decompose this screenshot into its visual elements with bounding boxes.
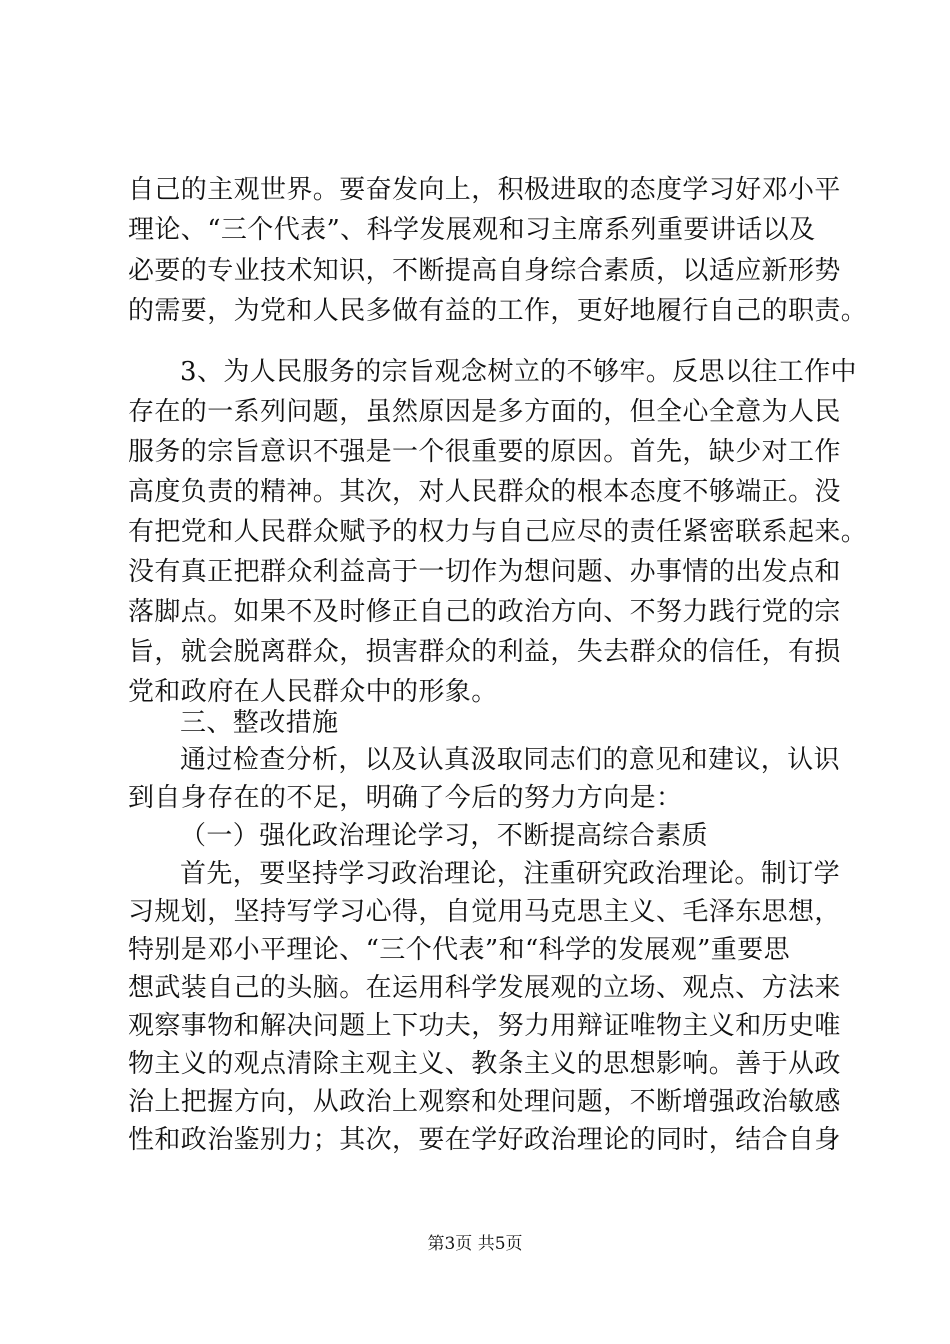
page-footer: 第3页 共5页 (427, 1234, 523, 1254)
body-line-8: 高度负责的精神。其次，对人民群众的根本态度不够端正。没 (128, 477, 841, 507)
subheading-1: （一）强化政治理论学习，不断提高综合素质 (180, 821, 709, 851)
body-line-12: 旨，就会脱离群众，损害群众的利益，失去群众的信任，有损 (128, 637, 841, 667)
body-line-24: 治上把握方向，从政治上观察和处理问题，不断增强政治敏感 (128, 1087, 841, 1117)
body-line-15: 通过检查分析，以及认真汲取同志们的意见和建议，认识 (180, 745, 841, 775)
body-line-6: 存在的一系列问题，虽然原因是多方面的，但全心全意为人民 (128, 397, 841, 427)
section-heading-3: 三、整改措施 (180, 708, 339, 738)
body-line-1: 自己的主观世界。要奋发向上，积极进取的态度学习好邓小平 (128, 175, 841, 205)
body-line-22: 观察事物和解决问题上下功夫，努力用辩证唯物主义和历史唯 (128, 1011, 841, 1041)
body-line-20: 特别是邓小平理论、“三个代表”和“科学的发展观”重要思 (128, 935, 790, 965)
body-line-10: 没有真正把群众利益高于一切作为想问题、办事情的出发点和 (128, 557, 841, 587)
body-line-3: 必要的专业技术知识，不断提高自身综合素质，以适应新形势 (128, 256, 841, 286)
body-line-25: 性和政治鉴别力；其次，要在学好政治理论的同时，结合自身 (128, 1125, 841, 1155)
body-line-18: 首先，要坚持学习政治理论，注重研究政治理论。制订学 (180, 859, 841, 889)
body-line-16: 到自身存在的不足，明确了今后的努力方向是： (128, 783, 683, 813)
body-line-19: 习规划，坚持写学习心得，自觉用马克思主义、毛泽东思想， (128, 897, 841, 927)
body-line-5: 3、为人民服务的宗旨观念树立的不够牢。反思以往工作中 (180, 357, 857, 387)
body-line-21: 想武装自己的头脑。在运用科学发展观的立场、观点、方法来 (128, 973, 841, 1003)
body-line-13: 党和政府在人民群众中的形象。 (128, 677, 498, 707)
body-line-23: 物主义的观点清除主观主义、教条主义的思想影响。善于从政 (128, 1049, 841, 1079)
body-line-11: 落脚点。如果不及时修正自己的政治方向、不努力践行党的宗 (128, 597, 841, 627)
body-line-4: 的需要，为党和人民多做有益的工作，更好地履行自己的职责。 (128, 296, 868, 326)
body-line-9: 有把党和人民群众赋予的权力与自己应尽的责任紧密联系起来。 (128, 517, 868, 547)
body-line-7: 服务的宗旨意识不强是一个很重要的原因。首先，缺少对工作 (128, 437, 841, 467)
body-line-2: 理论、“三个代表”、科学发展观和习主席系列重要讲话以及 (128, 215, 816, 245)
